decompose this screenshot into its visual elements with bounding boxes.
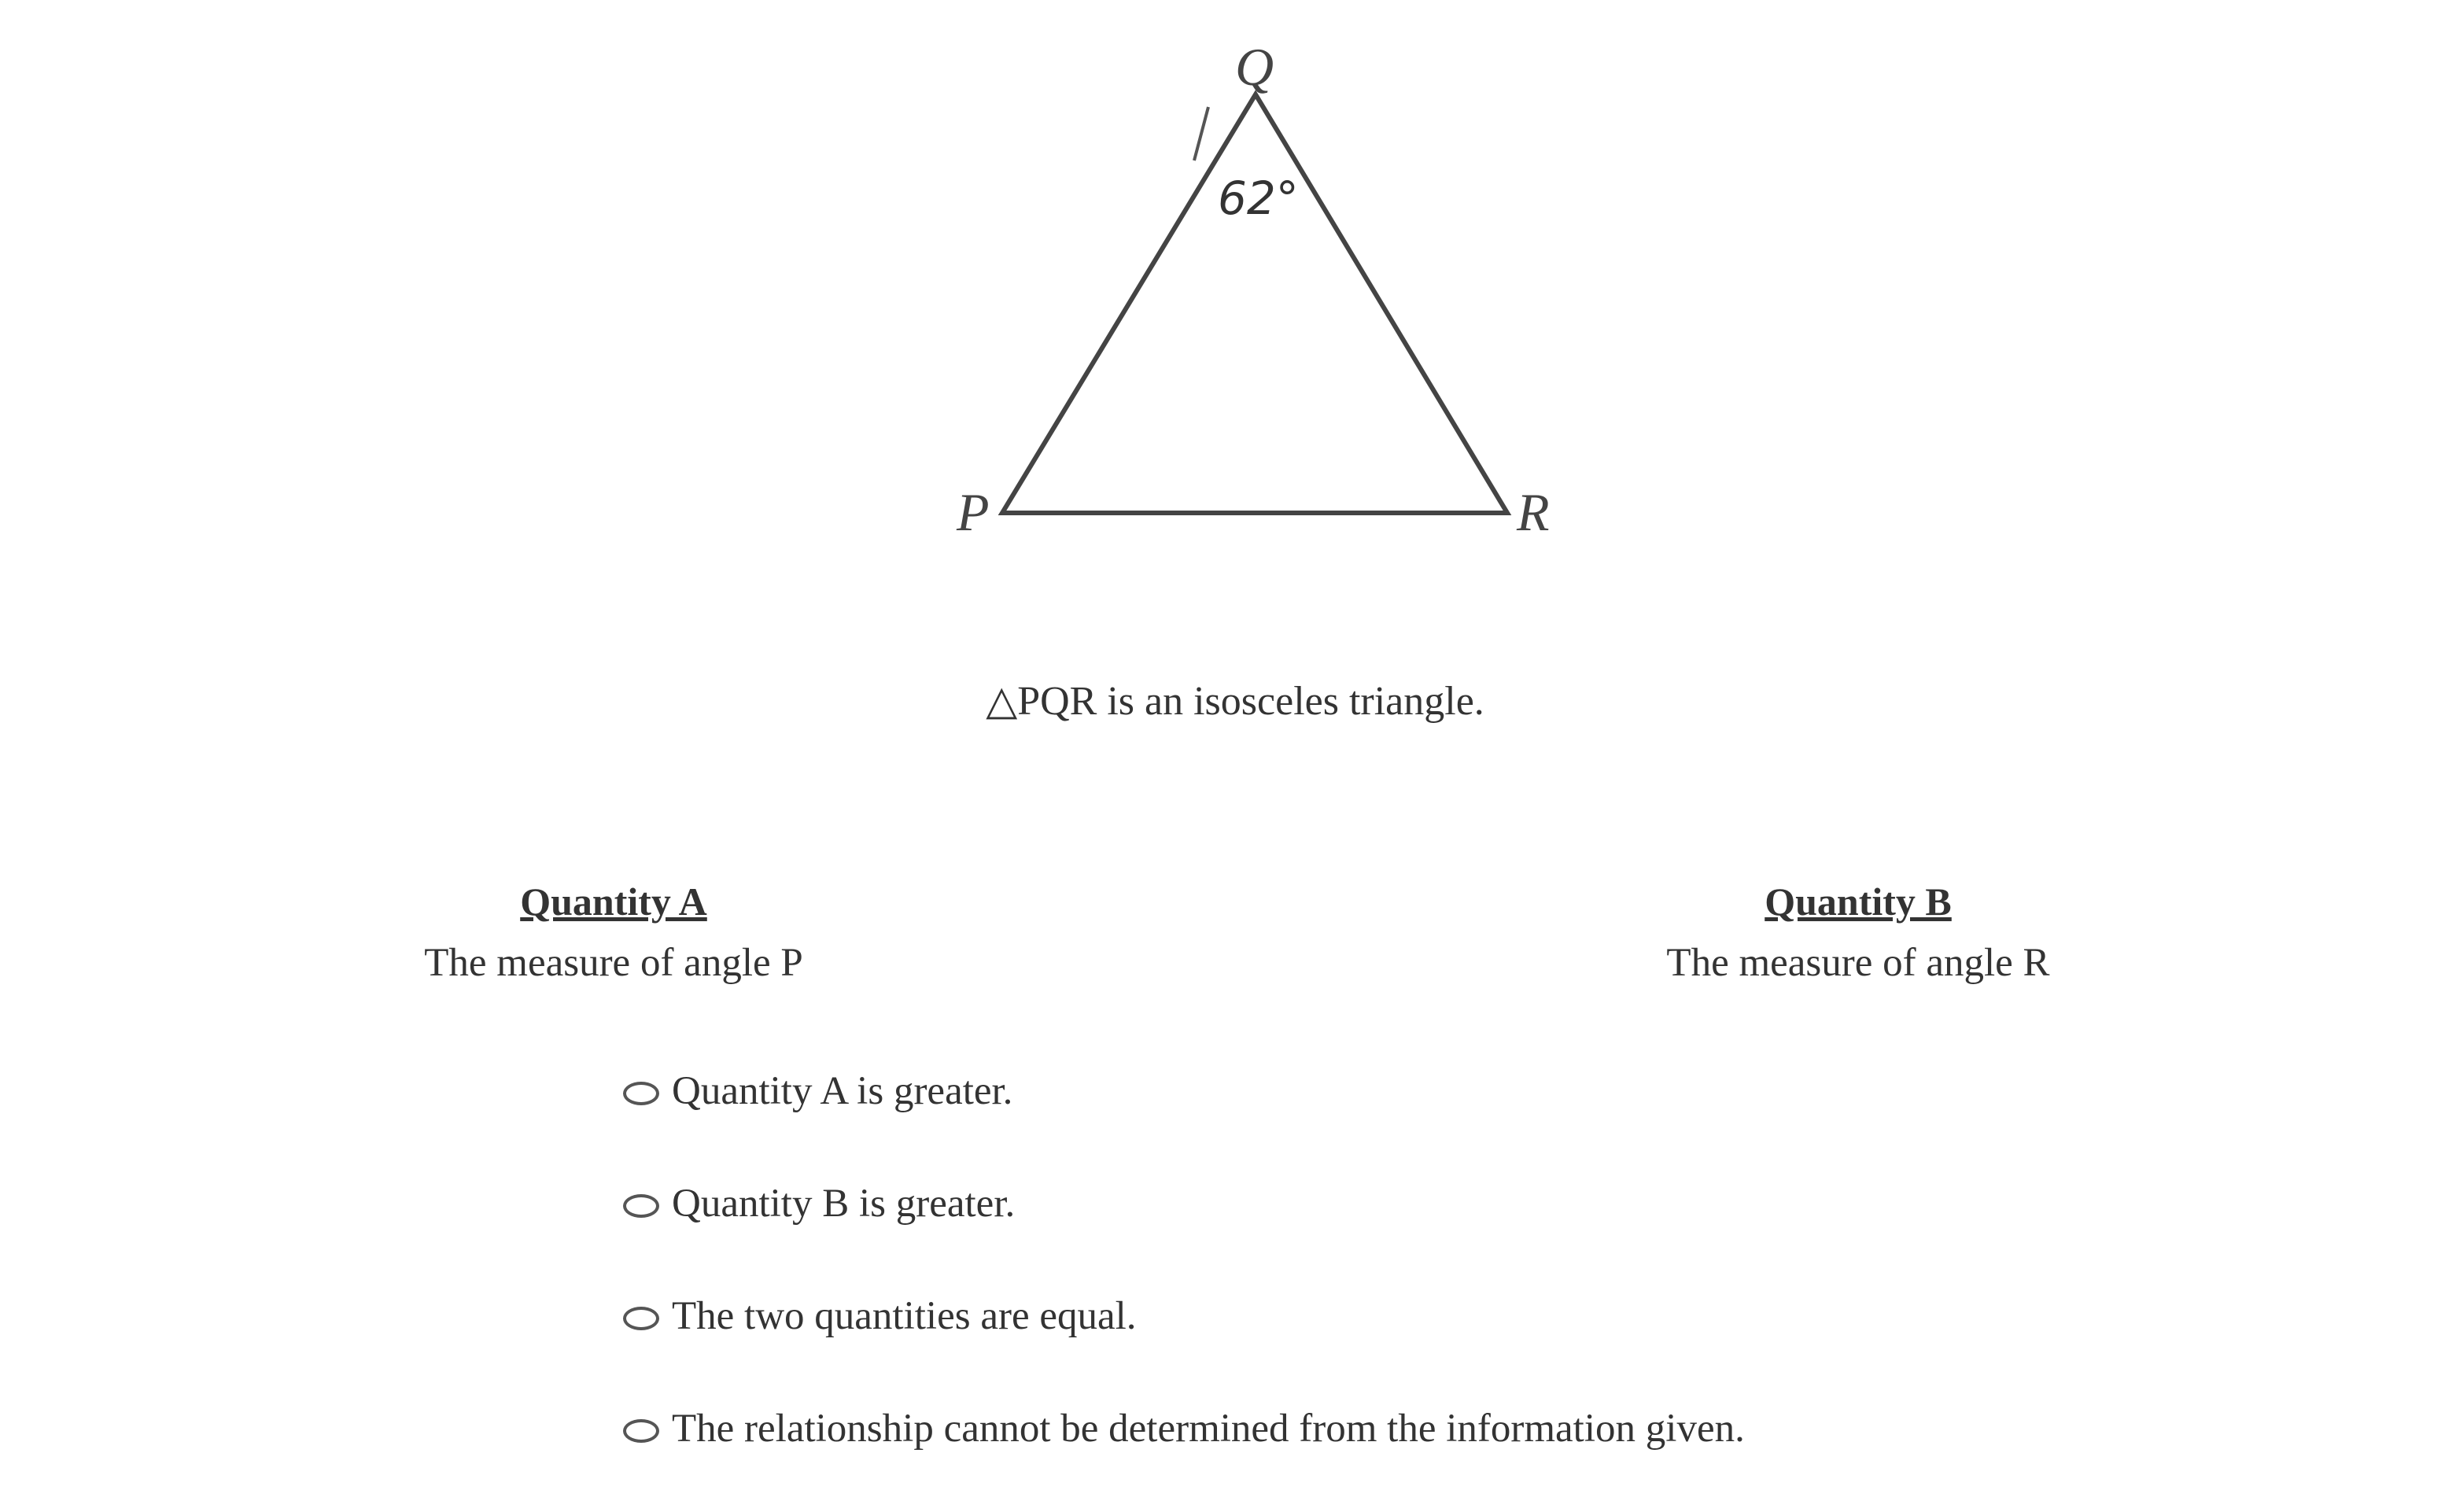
vertex-label-p: P <box>957 482 990 542</box>
choice-label: Quantity A is greater. <box>672 1069 1013 1113</box>
answer-choices <box>623 1062 1745 1512</box>
angle-q-label: 62° <box>1218 171 1299 225</box>
radio-button[interactable] <box>623 1419 659 1443</box>
radio-button[interactable] <box>623 1194 659 1218</box>
quantity-a-title: Quantity A <box>520 880 707 924</box>
triangle-pqr <box>1002 94 1507 513</box>
vertex-label-q: Q <box>1235 37 1274 97</box>
answer-choice-b-greater[interactable] <box>623 1175 1745 1233</box>
answer-choice-equal[interactable] <box>623 1287 1745 1345</box>
problem-statement: △PQR is an isosceles triangle. <box>986 679 1484 724</box>
triangle-figure <box>928 16 1605 598</box>
tick-mark <box>1194 107 1208 160</box>
choice-label: Quantity B is greater. <box>672 1182 1016 1226</box>
quantity-b-description: The measure of angle R <box>1666 941 2050 985</box>
quantity-a-column <box>220 873 1007 991</box>
quantity-b-title: Quantity B <box>1765 880 1952 924</box>
radio-button[interactable] <box>623 1307 659 1330</box>
answer-choice-cannot-determine[interactable] <box>623 1400 1745 1458</box>
quantity-b-column <box>1465 873 2251 991</box>
choice-label: The relationship cannot be determined from the information given. <box>672 1407 1745 1451</box>
quantity-a-description: The measure of angle P <box>424 941 803 985</box>
radio-button[interactable] <box>623 1082 659 1105</box>
vertex-label-r: R <box>1517 482 1550 542</box>
answer-choice-a-greater[interactable] <box>623 1062 1745 1120</box>
triangle-diagram <box>928 16 1605 598</box>
choice-label: The two quantities are equal. <box>672 1294 1137 1338</box>
